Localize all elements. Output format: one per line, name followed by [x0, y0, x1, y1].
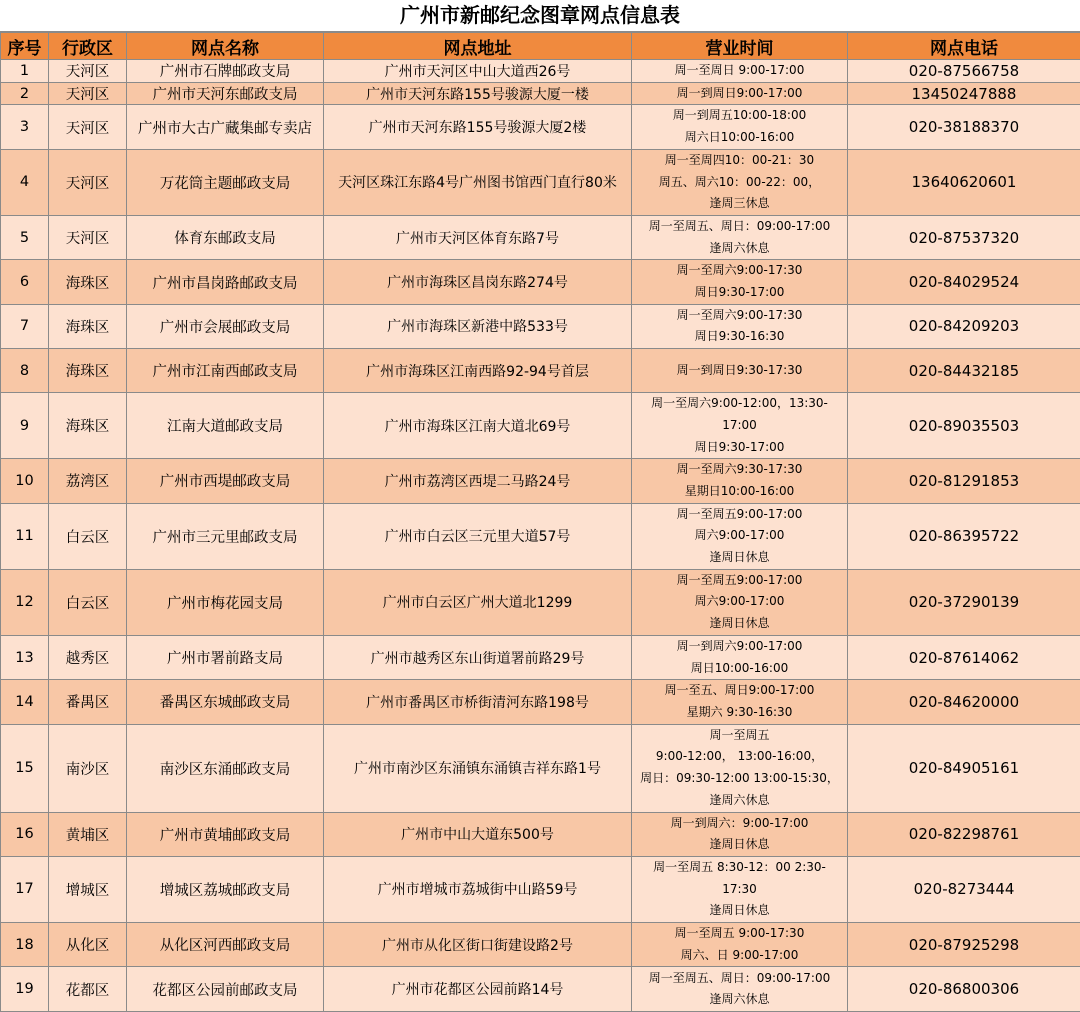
outlet-name-cell: 番禺区东城邮政支局 [127, 680, 324, 724]
business-hours-line: 周五、周六10：00-22：00， [632, 172, 847, 194]
business-hours-cell [632, 569, 848, 635]
row-index-cell: 16 [1, 812, 49, 856]
table-header-row [1, 33, 1080, 60]
outlet-phone-cell: 020-87537320 [848, 215, 1080, 259]
business-hours-cell [632, 923, 848, 967]
row-index-cell: 2 [1, 82, 49, 105]
outlet-phone-cell: 020-87614062 [848, 635, 1080, 679]
business-hours-line: 周一至周五 8:30-12：00 2:30- [632, 857, 847, 879]
business-hours-line: 逢周日休息 [632, 900, 847, 922]
business-hours-line: 逢周三休息 [632, 193, 847, 215]
district-cell: 白云区 [49, 569, 127, 635]
header-district: 行政区 [49, 33, 127, 60]
outlet-address-cell: 广州市天河东路155号骏源大厦一楼 [324, 82, 632, 105]
business-hours-line: 周一至周五、周日：09:00-17:00 [632, 216, 847, 238]
outlet-name-cell: 从化区河西邮政支局 [127, 923, 324, 967]
table-row [1, 393, 1080, 459]
table-row [1, 149, 1080, 215]
row-index-cell: 8 [1, 349, 49, 393]
outlet-name-cell: 广州市石牌邮政支局 [127, 60, 324, 83]
business-hours-line: 周日9:30-17:00 [632, 282, 847, 304]
outlet-address-cell: 广州市海珠区江南西路92-94号首层 [324, 349, 632, 393]
business-hours-line: 周日9:30-17:00 [632, 437, 847, 459]
outlet-phone-cell: 13640620601 [848, 149, 1080, 215]
outlet-address-cell: 广州市海珠区昌岗东路274号 [324, 260, 632, 304]
row-index-cell: 13 [1, 635, 49, 679]
district-cell: 天河区 [49, 82, 127, 105]
outlet-phone-cell: 020-89035503 [848, 393, 1080, 459]
outlet-table [0, 32, 1080, 1012]
outlet-name-cell: 增城区荔城邮政支局 [127, 856, 324, 922]
outlet-address-cell: 广州市从化区街口街建设路2号 [324, 923, 632, 967]
business-hours-cell [632, 812, 848, 856]
business-hours-cell [632, 215, 848, 259]
outlet-address-cell: 广州市增城市荔城街中山路59号 [324, 856, 632, 922]
outlet-address-cell: 广州市越秀区东山街道署前路29号 [324, 635, 632, 679]
district-cell: 海珠区 [49, 393, 127, 459]
outlet-address-cell: 广州市天河东路155号骏源大厦2楼 [324, 105, 632, 149]
outlet-name-cell: 江南大道邮政支局 [127, 393, 324, 459]
outlet-phone-cell: 020-84029524 [848, 260, 1080, 304]
outlet-address-cell: 广州市荔湾区西堤二马路24号 [324, 459, 632, 503]
business-hours-cell [632, 503, 848, 569]
outlet-name-cell: 广州市黄埔邮政支局 [127, 812, 324, 856]
business-hours-cell [632, 304, 848, 348]
outlet-address-cell: 广州市天河区中山大道西26号 [324, 60, 632, 83]
outlet-phone-cell: 020-82298761 [848, 812, 1080, 856]
district-cell: 天河区 [49, 215, 127, 259]
business-hours-line: 周六日10:00-16:00 [632, 127, 847, 149]
outlet-name-cell: 广州市大古广藏集邮专卖店 [127, 105, 324, 149]
business-hours-line: 周一至周五9:00-17:00 [632, 570, 847, 592]
district-cell: 增城区 [49, 856, 127, 922]
business-hours-line: 星期六 9:30-16:30 [632, 702, 847, 724]
business-hours-cell [632, 967, 848, 1012]
table-body [1, 60, 1080, 1012]
business-hours-line: 周一到周六：9:00-17:00 [632, 813, 847, 835]
outlet-address-cell: 广州市番禺区市桥街清河东路198号 [324, 680, 632, 724]
row-index-cell: 18 [1, 923, 49, 967]
outlet-name-cell: 万花筒主题邮政支局 [127, 149, 324, 215]
business-hours-cell [632, 60, 848, 83]
outlet-address-cell: 广州市海珠区江南大道北69号 [324, 393, 632, 459]
business-hours-line: 逢周日休息 [632, 547, 847, 569]
business-hours-line: 周一至周六9:00-17:30 [632, 260, 847, 282]
outlet-phone-cell: 020-87925298 [848, 923, 1080, 967]
table-row [1, 105, 1080, 149]
business-hours-line: 逢周日休息 [632, 834, 847, 856]
district-cell: 天河区 [49, 60, 127, 83]
table-row [1, 215, 1080, 259]
outlet-phone-cell: 020-84209203 [848, 304, 1080, 348]
district-cell: 荔湾区 [49, 459, 127, 503]
district-cell: 海珠区 [49, 304, 127, 348]
row-index-cell: 15 [1, 724, 49, 812]
outlet-phone-cell: 020-86800306 [848, 967, 1080, 1012]
business-hours-line: 周一至周五 9:00-17:30 [632, 923, 847, 945]
district-cell: 番禺区 [49, 680, 127, 724]
business-hours-line: 周一到周日9:30-17:30 [632, 360, 847, 382]
business-hours-line: 周一至周五9:00-17:00 [632, 504, 847, 526]
district-cell: 花都区 [49, 967, 127, 1012]
outlet-phone-cell: 020-86395722 [848, 503, 1080, 569]
table-row [1, 923, 1080, 967]
outlet-name-cell: 广州市昌岗路邮政支局 [127, 260, 324, 304]
table-row [1, 856, 1080, 922]
district-cell: 海珠区 [49, 349, 127, 393]
outlet-phone-cell: 020-81291853 [848, 459, 1080, 503]
row-index-cell: 17 [1, 856, 49, 922]
table-row [1, 812, 1080, 856]
business-hours-line: 逢周日休息 [632, 613, 847, 635]
business-hours-cell [632, 856, 848, 922]
table-row [1, 60, 1080, 83]
table-row [1, 260, 1080, 304]
outlet-phone-cell: 020-84905161 [848, 724, 1080, 812]
business-hours-line: 周一至周五 [632, 725, 847, 747]
business-hours-line: 周六9:00-17:00 [632, 591, 847, 613]
table-row [1, 680, 1080, 724]
business-hours-line: 周一至周五、周日：09:00-17:00 [632, 968, 847, 990]
outlet-name-cell: 广州市梅花园支局 [127, 569, 324, 635]
outlet-address-cell: 广州市南沙区东涌镇东涌镇吉祥东路1号 [324, 724, 632, 812]
district-cell: 天河区 [49, 149, 127, 215]
business-hours-cell [632, 724, 848, 812]
row-index-cell: 9 [1, 393, 49, 459]
outlet-phone-cell: 020-84432185 [848, 349, 1080, 393]
row-index-cell: 7 [1, 304, 49, 348]
outlet-name-cell: 广州市署前路支局 [127, 635, 324, 679]
row-index-cell: 19 [1, 967, 49, 1012]
outlet-address-cell: 广州市花都区公园前路14号 [324, 967, 632, 1012]
outlet-address-cell: 广州市白云区广州大道北1299 [324, 569, 632, 635]
business-hours-line: 周日10:00-16:00 [632, 658, 847, 680]
business-hours-line: 逢周六休息 [632, 238, 847, 260]
business-hours-line: 星期日10:00-16:00 [632, 481, 847, 503]
table-row [1, 503, 1080, 569]
header-index: 序号 [1, 33, 49, 60]
business-hours-cell [632, 393, 848, 459]
business-hours-cell [632, 105, 848, 149]
sheet-title: 广州市新邮纪念图章网点信息表 [0, 0, 1080, 32]
business-hours-line: 逢周六休息 [632, 989, 847, 1011]
district-cell: 从化区 [49, 923, 127, 967]
table-row [1, 569, 1080, 635]
outlet-address-cell: 天河区珠江东路4号广州图书馆西门直行80米 [324, 149, 632, 215]
business-hours-line: 周一至周六9:00-12:00，13:30- [632, 393, 847, 415]
business-hours-line: 9:00-12:00， 13:00-16:00， [632, 746, 847, 768]
row-index-cell: 1 [1, 60, 49, 83]
district-cell: 越秀区 [49, 635, 127, 679]
outlet-phone-cell: 020-8273444 [848, 856, 1080, 922]
business-hours-line: 周一至周六9:00-17:30 [632, 305, 847, 327]
table-row [1, 349, 1080, 393]
outlet-name-cell: 体育东邮政支局 [127, 215, 324, 259]
outlet-name-cell: 广州市会展邮政支局 [127, 304, 324, 348]
business-hours-line: 周一至五、周日9:00-17:00 [632, 680, 847, 702]
district-cell: 白云区 [49, 503, 127, 569]
header-business-hours: 营业时间 [632, 33, 848, 60]
outlet-phone-cell: 13450247888 [848, 82, 1080, 105]
header-outlet-address: 网点地址 [324, 33, 632, 60]
table-row [1, 724, 1080, 812]
business-hours-line: 周日：09:30-12:00 13:00-15:30， [632, 768, 847, 790]
district-cell: 黄埔区 [49, 812, 127, 856]
row-index-cell: 6 [1, 260, 49, 304]
outlet-address-cell: 广州市天河区体育东路7号 [324, 215, 632, 259]
business-hours-cell [632, 260, 848, 304]
district-cell: 南沙区 [49, 724, 127, 812]
business-hours-line: 周一至周日 9:00-17:00 [632, 60, 847, 82]
business-hours-line: 17:00 [632, 415, 847, 437]
business-hours-line: 周六9:00-17:00 [632, 525, 847, 547]
row-index-cell: 14 [1, 680, 49, 724]
outlet-address-cell: 广州市白云区三元里大道57号 [324, 503, 632, 569]
business-hours-cell [632, 149, 848, 215]
business-hours-line: 逢周六休息 [632, 790, 847, 812]
outlet-phone-cell: 020-87566758 [848, 60, 1080, 83]
district-cell: 天河区 [49, 105, 127, 149]
business-hours-line: 周六、日 9:00-17:00 [632, 945, 847, 967]
row-index-cell: 11 [1, 503, 49, 569]
business-hours-line: 周一到周六9:00-17:00 [632, 636, 847, 658]
district-cell: 海珠区 [49, 260, 127, 304]
business-hours-line: 周一到周五10:00-18:00 [632, 105, 847, 127]
business-hours-cell [632, 459, 848, 503]
business-hours-cell [632, 82, 848, 105]
header-outlet-name: 网点名称 [127, 33, 324, 60]
row-index-cell: 10 [1, 459, 49, 503]
outlet-name-cell: 南沙区东涌邮政支局 [127, 724, 324, 812]
business-hours-line: 周一至周六9:30-17:30 [632, 459, 847, 481]
business-hours-line: 周一至周四10：00-21：30 [632, 150, 847, 172]
outlet-phone-cell: 020-37290139 [848, 569, 1080, 635]
outlet-address-cell: 广州市中山大道东500号 [324, 812, 632, 856]
row-index-cell: 5 [1, 215, 49, 259]
outlet-name-cell: 广州市三元里邮政支局 [127, 503, 324, 569]
row-index-cell: 4 [1, 149, 49, 215]
row-index-cell: 3 [1, 105, 49, 149]
table-row [1, 967, 1080, 1012]
business-hours-line: 17:30 [632, 879, 847, 901]
outlet-phone-cell: 020-38188370 [848, 105, 1080, 149]
business-hours-cell [632, 635, 848, 679]
business-hours-cell [632, 349, 848, 393]
outlet-name-cell: 广州市江南西邮政支局 [127, 349, 324, 393]
table-row [1, 459, 1080, 503]
outlet-address-cell: 广州市海珠区新港中路533号 [324, 304, 632, 348]
outlet-phone-cell: 020-84620000 [848, 680, 1080, 724]
outlet-name-cell: 广州市天河东邮政支局 [127, 82, 324, 105]
business-hours-cell [632, 680, 848, 724]
table-row [1, 304, 1080, 348]
table-row [1, 82, 1080, 105]
table-row [1, 635, 1080, 679]
header-outlet-phone: 网点电话 [848, 33, 1080, 60]
outlet-name-cell: 广州市西堤邮政支局 [127, 459, 324, 503]
outlet-name-cell: 花都区公园前邮政支局 [127, 967, 324, 1012]
business-hours-line: 周日9:30-16:30 [632, 326, 847, 348]
business-hours-line: 周一到周日9:00-17:00 [632, 83, 847, 105]
row-index-cell: 12 [1, 569, 49, 635]
